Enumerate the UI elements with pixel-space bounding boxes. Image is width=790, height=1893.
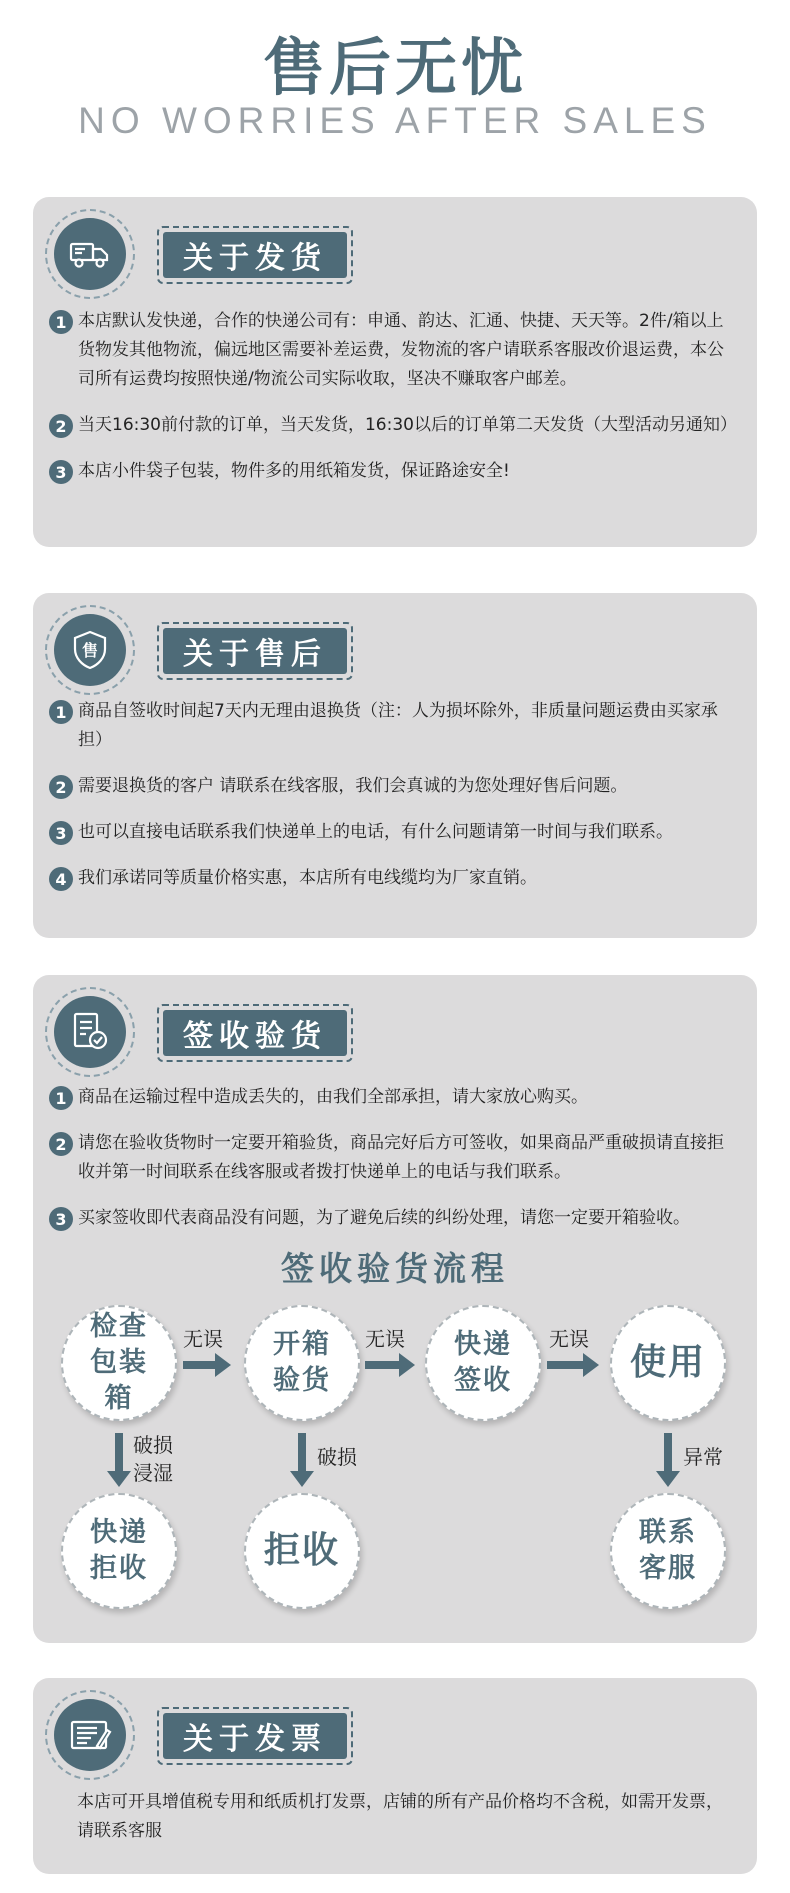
number-badge: 3 [49, 1207, 73, 1231]
invoice-icon [67, 1712, 113, 1758]
shipping-label: 关于发货 [157, 226, 353, 284]
invoice-icon-badge [45, 1690, 135, 1780]
flow-node-reject: 拒收 [244, 1493, 360, 1609]
arrow-down [298, 1433, 306, 1473]
flow-node-courier-reject: 快递拒收 [61, 1493, 177, 1609]
number-badge: 4 [49, 867, 73, 891]
arrow-right [547, 1361, 585, 1369]
list-item-text: 买家签收即代表商品没有问题，为了避免后续的纠纷处理，请您一定要开箱验收。 [78, 1208, 690, 1228]
list-item [49, 697, 739, 755]
inspection-icon-badge [45, 987, 135, 1077]
number-badge: 2 [49, 414, 73, 438]
list-item-text: 商品在运输过程中造成丢失的，由我们全部承担，请大家放心购买。 [78, 1087, 588, 1107]
list-item [49, 818, 739, 847]
list-item [49, 411, 739, 440]
list-item [49, 457, 739, 486]
number-badge: 3 [49, 821, 73, 845]
after-sales-list [49, 697, 739, 910]
flow-node-use: 使用 [610, 1305, 726, 1421]
number-badge: 2 [49, 775, 73, 799]
list-item-text: 也可以直接电话联系我们快递单上的电话，有什么问题请第一时间与我们联系。 [78, 822, 673, 842]
shipping-list [49, 307, 739, 503]
flow-node-open-inspect: 开箱验货 [244, 1305, 360, 1421]
flow-node-contact-service: 联系客服 [610, 1493, 726, 1609]
inspection-list [49, 1083, 739, 1250]
flow-node-courier-sign: 快递签收 [425, 1305, 541, 1421]
arrow-down [115, 1433, 123, 1473]
list-item-text: 当天16:30前付款的订单，当天发货，16:30以后的订单第二天发货（大型活动另通知） [78, 415, 737, 435]
arrow-label-damaged: 破损 [317, 1445, 357, 1469]
list-item [49, 1083, 739, 1112]
inspection-card [33, 975, 757, 1643]
svg-text:售: 售 [81, 641, 99, 660]
invoice-card [33, 1678, 757, 1874]
list-item [49, 1129, 739, 1187]
number-badge: 1 [49, 310, 73, 334]
checklist-icon [67, 1009, 113, 1055]
number-badge: 3 [49, 460, 73, 484]
number-badge: 1 [49, 700, 73, 724]
page-subtitle: NO WORRIES AFTER SALES [78, 100, 712, 141]
shipping-card [33, 197, 757, 547]
list-item-text: 需要退换货的客户 请联系在线客服，我们会真诚的为您处理好售后问题。 [78, 776, 628, 796]
list-item-text: 本店默认发快递，合作的快递公司有：申通、韵达、汇通、快捷、天天等。2件/箱以上货物发其他物流，偏远地区需要补差运费，发物流的客户请联系客服改价退运费，本公司所有运费均按照快递/物流公司实际收取，坚决不赚取客户邮差。 [78, 311, 724, 389]
arrow-label-damaged-damp: 破损浸湿 [133, 1433, 173, 1485]
arrow-label-ok: 无误 [183, 1327, 223, 1351]
arrow-right [183, 1361, 217, 1369]
page-title: 售后无忧 [262, 31, 527, 104]
after-sales-icon-badge [45, 605, 135, 695]
flow-node-check-package: 检查包装箱 [61, 1305, 177, 1421]
list-item-text: 本店小件袋子包装，物件多的用纸箱发货，保证路途安全! [78, 461, 510, 481]
after-sales-label: 关于售后 [157, 622, 353, 680]
shield-icon [67, 627, 113, 673]
arrow-down [664, 1433, 672, 1473]
delivery-truck-icon [67, 231, 113, 277]
list-item [49, 772, 739, 801]
list-item [49, 307, 739, 394]
shipping-icon-badge [45, 209, 135, 299]
invoice-text: 本店可开具增值税专用和纸质机打发票，店铺的所有产品价格均不含税，如需开发票，请联系客服 [77, 1792, 723, 1841]
number-badge: 1 [49, 1086, 73, 1110]
arrow-label-ok: 无误 [549, 1327, 589, 1351]
number-badge: 2 [49, 1132, 73, 1156]
arrow-label-abnormal: 异常 [683, 1445, 723, 1469]
after-sales-card [33, 593, 757, 938]
list-item-text: 我们承诺同等质量价格实惠，本店所有电线缆均为厂家直销。 [78, 868, 537, 888]
list-item [49, 1204, 739, 1233]
list-item-text: 请您在验收货物时一定要开箱验货，商品完好后方可签收，如果商品严重破损请直接拒收并第一时间联系在线客服或者拨打快递单上的电话与我们联系。 [78, 1133, 724, 1182]
arrow-right [365, 1361, 401, 1369]
inspection-label: 签收验货 [157, 1004, 353, 1062]
list-item [49, 864, 739, 893]
list-item-text: 商品自签收时间起7天内无理由退换货（注：人为损坏除外，非质量问题运费由买家承担） [78, 701, 718, 750]
flow-title: 签收验货流程 [281, 1249, 509, 1288]
arrow-label-ok: 无误 [365, 1327, 405, 1351]
invoice-label: 关于发票 [157, 1707, 353, 1765]
